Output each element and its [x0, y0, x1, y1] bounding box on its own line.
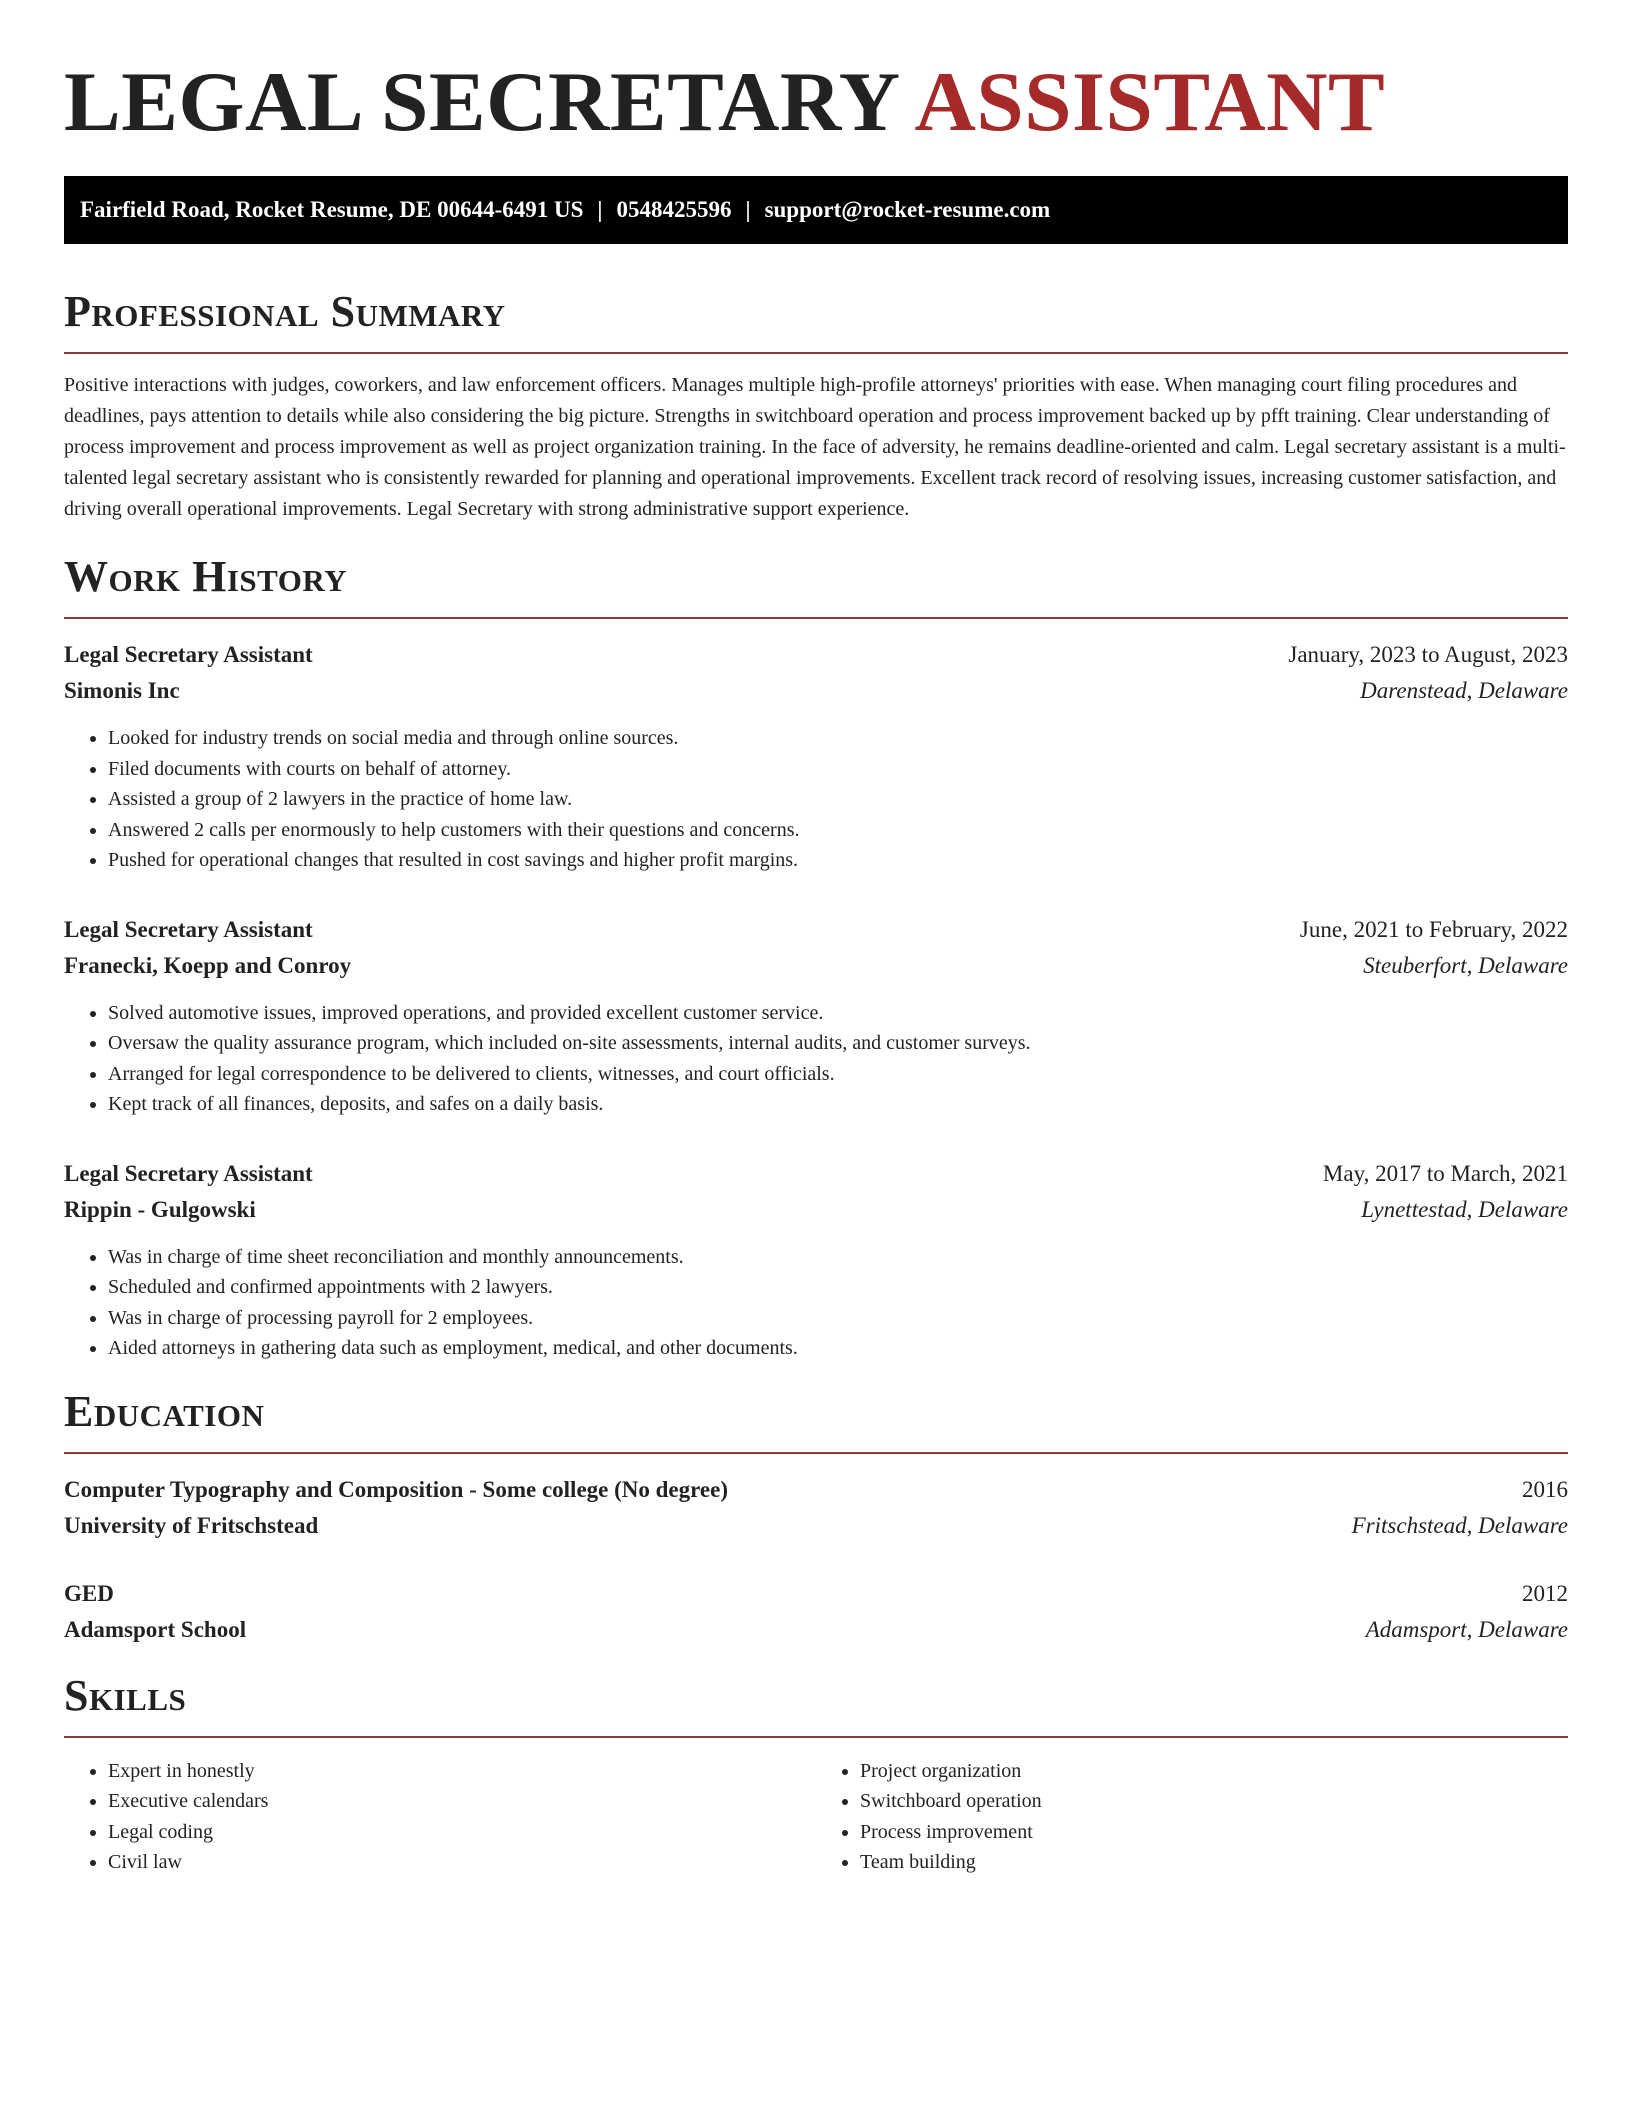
skills-list-left	[64, 1756, 816, 1878]
job-bullets	[64, 723, 1568, 876]
skills-list-right	[816, 1756, 1568, 1878]
skill-item: • Process improvement	[860, 1817, 1568, 1848]
job-bullet: • Was in charge of time sheet reconciliation and monthly announcements.	[108, 1242, 1568, 1273]
contact-separator: |	[597, 197, 603, 222]
skills-section	[64, 1670, 1568, 1878]
section-title-skills: Skills	[64, 1670, 187, 1720]
job-company: Rippin - Gulgowski	[64, 1196, 256, 1222]
work-history-section	[64, 551, 1568, 1364]
education-school-row	[64, 1508, 1568, 1544]
education-school-row	[64, 1612, 1568, 1648]
job-bullets	[64, 1242, 1568, 1364]
skill-item: • Legal coding	[108, 1817, 816, 1848]
education-header-row	[64, 1472, 1568, 1508]
skill-item: • Team building	[860, 1847, 1568, 1878]
education-header-row	[64, 1576, 1568, 1612]
job-company: Simonis Inc	[64, 678, 180, 703]
job-company-row	[64, 673, 1568, 709]
job-company-row	[64, 948, 1568, 984]
section-title-summary: Professional Summary	[64, 287, 506, 336]
contact-separator: |	[745, 197, 751, 222]
skill-item: • Project organization	[860, 1756, 1568, 1787]
name-accent: ASSISTANT	[914, 55, 1386, 149]
contact-email[interactable]: support@rocket-resume.com	[764, 197, 1051, 222]
section-divider	[64, 1736, 1568, 1738]
job-title: Legal Secretary Assistant	[64, 916, 313, 942]
job-bullet: • Solved automotive issues, improved operations, and provided excellent customer service.	[108, 998, 1568, 1029]
job-bullet: • Aided attorneys in gathering data such as employment, medical, and other documents.	[108, 1333, 1568, 1364]
job-title: Legal Secretary Assistant	[64, 642, 313, 667]
education-degree: GED	[64, 1580, 114, 1606]
education-location: Adamsport, Delaware	[1365, 1616, 1568, 1642]
section-divider	[64, 617, 1568, 619]
job-header-row	[64, 637, 1568, 673]
skill-item: • Executive calendars	[108, 1786, 816, 1817]
name-primary: LEGAL SECRETARY	[64, 55, 915, 149]
job-header-row	[64, 912, 1568, 948]
education-location: Fritschstead, Delaware	[1351, 1512, 1568, 1538]
section-title-education: Education	[64, 1386, 265, 1436]
job-dates: January, 2023 to August, 2023	[1288, 642, 1568, 667]
job-location: Steuberfort, Delaware	[1363, 952, 1568, 978]
job-bullet: • Pushed for operational changes that resulted in cost savings and higher profit margins.	[108, 845, 1568, 876]
job-bullet: • Scheduled and confirmed appointments with 2 lawyers.	[108, 1272, 1568, 1303]
job-bullet: • Assisted a group of 2 lawyers in the practice of home law.	[108, 784, 1568, 815]
job-bullet: • Filed documents with courts on behalf of attorney.	[108, 754, 1568, 785]
education-entry	[64, 1472, 1568, 1544]
summary-text: Positive interactions with judges, coworkers, and law enforcement officers. Manages multiple high-profile attorneys' priorities with ease. When managing court filing procedures and deadlines, pays attention to details while also considering the big picture. Strengths in switchboard operation and process improvement backed up by pfft training. Clear understanding of process improvement and process improvement as well as project organization training. In the face of adversity, he remains deadline-oriented and calm. Legal secretary assistant is a multi-talented legal secretary assistant who is consistently rewarded for planning and operational improvements. Excellent track record of resolving issues, increasing customer satisfaction, and driving overall operational improvements. Legal Secretary with strong administrative support experience.	[64, 374, 1566, 520]
contact-phone[interactable]: 0548425596	[616, 197, 732, 222]
education-section	[64, 1386, 1568, 1648]
job-location: Lynettestad, Delaware	[1361, 1196, 1568, 1222]
section-divider	[64, 352, 1568, 354]
job-entry	[64, 912, 1568, 1120]
job-bullets	[64, 998, 1568, 1120]
job-bullet: • Oversaw the quality assurance program, which included on-site assessments, internal audits, and customer surveys.	[108, 1028, 1568, 1059]
job-dates: May, 2017 to March, 2021	[1322, 1160, 1568, 1186]
skill-item: • Expert in honestly	[108, 1756, 816, 1787]
job-company: Franecki, Koepp and Conroy	[64, 952, 352, 978]
education-school: Adamsport School	[64, 1616, 247, 1642]
skill-item: • Switchboard operation	[860, 1786, 1568, 1817]
job-bullet: • Was in charge of processing payroll for 2 employees.	[108, 1303, 1568, 1334]
job-location: Darenstead, Delaware	[1360, 678, 1568, 703]
education-year: 2016	[1522, 1476, 1568, 1502]
job-entry	[64, 1156, 1568, 1364]
education-school: University of Fritschstead	[64, 1512, 319, 1538]
job-title: Legal Secretary Assistant	[64, 1160, 313, 1186]
section-title-work-history: Work History	[64, 552, 348, 601]
job-bullet: • Arranged for legal correspondence to be delivered to clients, witnesses, and court officials.	[108, 1059, 1568, 1090]
skills-columns	[64, 1756, 1568, 1878]
job-header-row	[64, 1156, 1568, 1192]
job-bullet: • Looked for industry trends on social media and through online sources.	[108, 723, 1568, 754]
education-entry	[64, 1576, 1568, 1648]
contact-address: Fairfield Road, Rocket Resume, DE 00644-6491 US	[80, 197, 584, 222]
section-divider	[64, 1452, 1568, 1454]
summary-section	[64, 286, 1568, 525]
education-year: 2012	[1522, 1580, 1568, 1606]
contact-bar	[64, 176, 1568, 244]
job-dates: June, 2021 to February, 2022	[1299, 916, 1568, 942]
job-company-row	[64, 1192, 1568, 1228]
skill-item: • Civil law	[108, 1847, 816, 1878]
job-entry	[64, 637, 1568, 876]
job-bullet: • Answered 2 calls per enormously to help customers with their questions and concerns.	[108, 815, 1568, 846]
job-bullet: • Kept track of all finances, deposits, and safes on a daily basis.	[108, 1089, 1568, 1120]
resume-name	[64, 52, 1568, 152]
education-degree: Computer Typography and Composition - Some college (No degree)	[64, 1476, 729, 1502]
